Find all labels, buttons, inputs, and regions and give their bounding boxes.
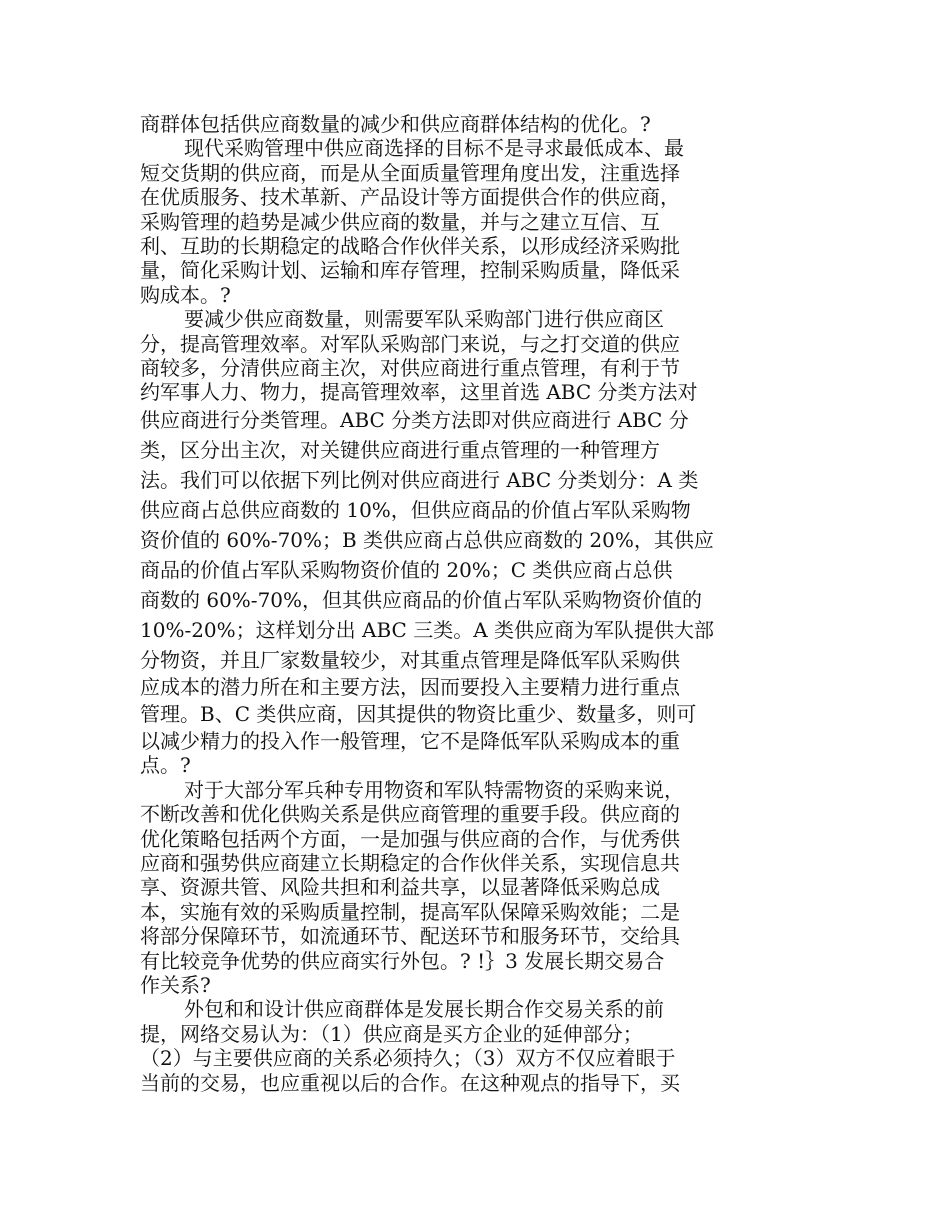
text-line: 外包和和设计供应商群体是发展长期合作交易关系的前 — [184, 997, 664, 1022]
text-line: 商数的 60%-70%，但其供应商品的价值占军队采购物资价值的 — [140, 587, 703, 612]
paragraph — [140, 778, 740, 998]
document-body — [140, 112, 740, 1095]
text-line: 利、互助的长期稳定的战略合作伙伴关系，以形成经济采购批 — [140, 233, 680, 258]
text-line: 将部分保障环节，如流通环节、配送环节和服务环节，交给具 — [140, 924, 680, 949]
text-line: 优化策略包括两个方面，一是加强与供应商的合作，与优秀供 — [140, 826, 680, 851]
text-line: 法。我们可以依据下列比例对供应商进行 ABC 分类划分：A 类 — [140, 467, 699, 492]
text-line: 有比较竞争优势的供应商实行外包。? !｝3 发展长期交易合 — [140, 948, 665, 973]
text-line: 商较多，分清供应商主次，对供应商进行重点管理，有利于节 — [140, 355, 680, 380]
paragraph — [140, 307, 740, 778]
text-line: 类，区分出主次，对关键供应商进行重点管理的一种管理方 — [140, 437, 660, 462]
text-line: 分，提高管理效率。对军队采购部门来说，与之打交道的供应 — [140, 331, 680, 356]
text-line: 作关系? — [140, 972, 211, 997]
text-line: 供应商占总供应商数的 10%，但供应商品的价值占军队采购物 — [140, 497, 691, 522]
text-line: 管理。B、C 类供应商，因其提供的物资比重少、数量多，则可 — [140, 702, 697, 727]
text-line: 现代采购管理中供应商选择的目标不是寻求最低成本、最 — [184, 136, 684, 161]
text-line: 在优质服务、技术革新、产品设计等方面提供合作的供应商， — [140, 185, 680, 210]
text-line: 应商和强势供应商建立长期稳定的合作伙伴关系，实现信息共 — [140, 851, 680, 876]
text-line: 享、资源共管、风险共担和利益共享，以显著降低采购总成 — [140, 875, 660, 900]
text-line: 分物资，并且厂家数量较少，对其重点管理是降低军队采购供 — [140, 647, 680, 672]
text-line: 采购管理的趋势是减少供应商的数量，并与之建立互信、互 — [140, 209, 660, 234]
text-line: 要减少供应商数量，则需要军队采购部门进行供应商区 — [184, 307, 664, 332]
text-line: 当前的交易，也应重视以后的合作。在这种观点的指导下，买 — [140, 1070, 680, 1095]
text-line: 量，简化采购计划、运输和库存管理，控制采购质量，降低采 — [140, 258, 680, 283]
paragraph — [140, 136, 740, 307]
text-line: 以减少精力的投入作一般管理，它不是降低军队采购成本的重 — [140, 729, 680, 754]
paragraph — [140, 112, 740, 136]
text-line: 应成本的潜力所在和主要方法，因而要投入主要精力进行重点 — [140, 674, 680, 699]
text-line: 提，网络交易认为：（1）供应商是买方企业的延伸部分； — [140, 1021, 643, 1046]
text-line: 商群体包括供应商数量的减少和供应商群体结构的优化。? — [140, 112, 651, 136]
text-line: 10%-20%；这样划分出 ABC 三类。A 类供应商为军队提供大部 — [140, 617, 714, 642]
text-line: 商品的价值占军队采购物资价值的 20%；C 类供应商占总供 — [140, 557, 673, 582]
text-line: 资价值的 60%-70%；B 类供应商占总供应商数的 20%，其供应 — [140, 527, 714, 552]
text-line: 对于大部分军兵种专用物资和军队特需物资的采购来说， — [184, 777, 684, 802]
text-line: 短交货期的供应商，而是从全面质量管理角度出发，注重选择 — [140, 160, 680, 185]
text-line: 本，实施有效的采购质量控制，提高军队保障采购效能；二是 — [140, 899, 680, 924]
paragraph — [140, 997, 740, 1095]
text-line: 点。? — [140, 753, 191, 778]
text-line: 购成本。? — [140, 282, 231, 307]
text-line: 不断改善和优化供购关系是供应商管理的重要手段。供应商的 — [140, 802, 680, 827]
text-line: 供应商进行分类管理。ABC 分类方法即对供应商进行 ABC 分 — [140, 407, 689, 432]
text-line: （2）与主要供应商的关系必须持久；（3）双方不仅应着眼于 — [140, 1046, 676, 1071]
text-line: 约军事人力、物力，提高管理效率，这里首选 ABC 分类方法对 — [140, 380, 698, 405]
